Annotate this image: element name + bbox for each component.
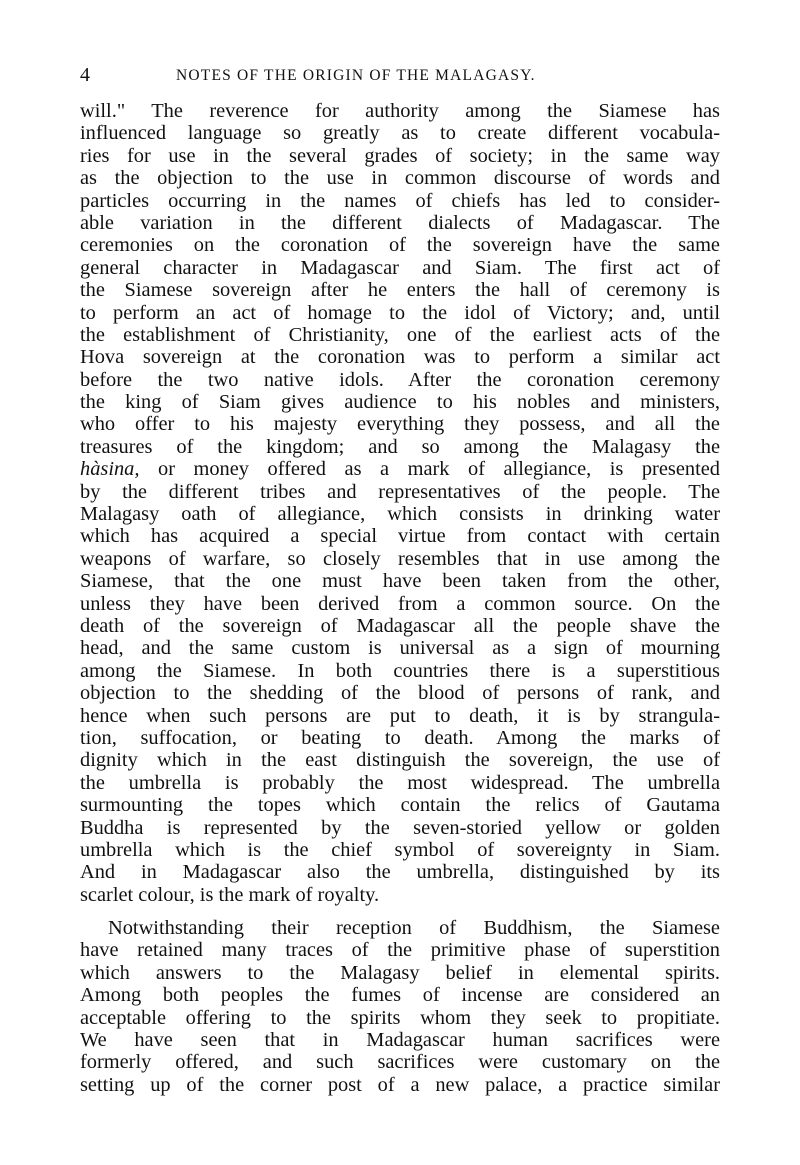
book-page xyxy=(80,64,720,1096)
text-line: by the different tribes and representatives of the people. The xyxy=(80,480,720,503)
text-line: tion, suffocation, or beating to death. Among the marks of xyxy=(80,726,720,749)
text-line: treasures of the kingdom; and so among the Malagasy the xyxy=(80,435,720,458)
text-line: the Siamese sovereign after he enters the hall of ceremony is xyxy=(80,279,720,302)
text-line: acceptable offering to the spirits whom they seek to propitiate. xyxy=(80,1006,720,1029)
text-line: Siamese, that the one must have been taken from the other, xyxy=(80,570,720,593)
text-line: general character in Madagascar and Siam. The first act of xyxy=(80,256,720,279)
paragraph-1 xyxy=(80,100,720,906)
text-line: weapons of warfare, so closely resembles that in use among the xyxy=(80,547,720,570)
text-line: among the Siamese. In both countries there is a superstitious xyxy=(80,659,720,682)
text-line: setting up of the corner post of a new palace, a practice similar xyxy=(80,1073,720,1096)
text-line: before the two native idols. After the coronation ceremony xyxy=(80,368,720,391)
text-line: ries for use in the several grades of society; in the same way xyxy=(80,144,720,167)
text-line: scarlet colour, is the mark of royalty. xyxy=(80,883,380,906)
paragraph-2 xyxy=(80,917,720,1096)
text-line: particles occurring in the names of chiefs has led to consider- xyxy=(80,189,720,212)
text-line: which answers to the Malagasy belief in elemental spirits. xyxy=(80,961,720,984)
text-line: hence when such persons are put to death, it is by strangula- xyxy=(80,704,720,727)
body-text xyxy=(80,100,720,1096)
page-number: 4 xyxy=(80,64,90,86)
text-line: Hova sovereign at the coronation was to perform a similar act xyxy=(80,346,720,369)
text-line: Buddha is represented by the seven-storied yellow or golden xyxy=(80,816,720,839)
text-line: have retained many traces of the primitive phase of superstition xyxy=(80,939,720,962)
text-line: unless they have been derived from a common source. On the xyxy=(80,592,720,615)
text-line: will." The reverence for authority among the Siamese has xyxy=(80,100,720,122)
text-line: which has acquired a special virtue from contact with certain xyxy=(80,525,720,548)
text-line: Notwithstanding their reception of Buddhism, the Siamese xyxy=(108,917,720,940)
text-line: ceremonies on the coronation of the sovereign have the same xyxy=(80,234,720,257)
text-line: formerly offered, and such sacrifices were customary on the xyxy=(80,1051,720,1074)
running-title: NOTES OF THE ORIGIN OF THE MALAGASY. xyxy=(176,67,536,84)
line-remainder: or money offered as a mark of allegiance, is presented xyxy=(139,458,720,481)
text-line: death of the sovereign of Madagascar all the people shave the xyxy=(80,614,720,637)
text-line: to perform an act of homage to the idol of Victory; and, until xyxy=(80,301,720,324)
text-line-with-italic xyxy=(80,458,720,480)
text-line: Among both peoples the fumes of incense are considered an xyxy=(80,984,720,1007)
text-line: the establishment of Christianity, one of the earliest acts of the xyxy=(80,323,720,346)
text-line: dignity which in the east distinguish the sovereign, the use of xyxy=(80,749,720,772)
text-line: who offer to his majesty everything they possess, and all the xyxy=(80,413,720,436)
italic-term-hasina: hàsina, xyxy=(80,458,140,481)
text-line: We have seen that in Madagascar human sacrifices were xyxy=(80,1029,720,1052)
text-line: objection to the shedding of the blood of persons of rank, and xyxy=(80,682,720,705)
running-head xyxy=(80,64,720,90)
text-line: surmounting the topes which contain the relics of Gautama xyxy=(80,794,720,817)
text-line: the umbrella is probably the most widespread. The umbrella xyxy=(80,771,720,794)
text-line: able variation in the different dialects of Madagascar. The xyxy=(80,211,720,234)
text-line: Malagasy oath of allegiance, which consists in drinking water xyxy=(80,503,720,526)
text-line: umbrella which is the chief symbol of sovereignty in Siam. xyxy=(80,838,720,861)
text-line: the king of Siam gives audience to his nobles and ministers, xyxy=(80,391,720,414)
text-line: And in Madagascar also the umbrella, distinguished by its xyxy=(80,861,720,884)
text-line: head, and the same custom is universal as a sign of mourning xyxy=(80,637,720,660)
text-line: as the objection to the use in common discourse of words and xyxy=(80,167,720,190)
text-line: influenced language so greatly as to create different vocabula- xyxy=(80,122,720,145)
